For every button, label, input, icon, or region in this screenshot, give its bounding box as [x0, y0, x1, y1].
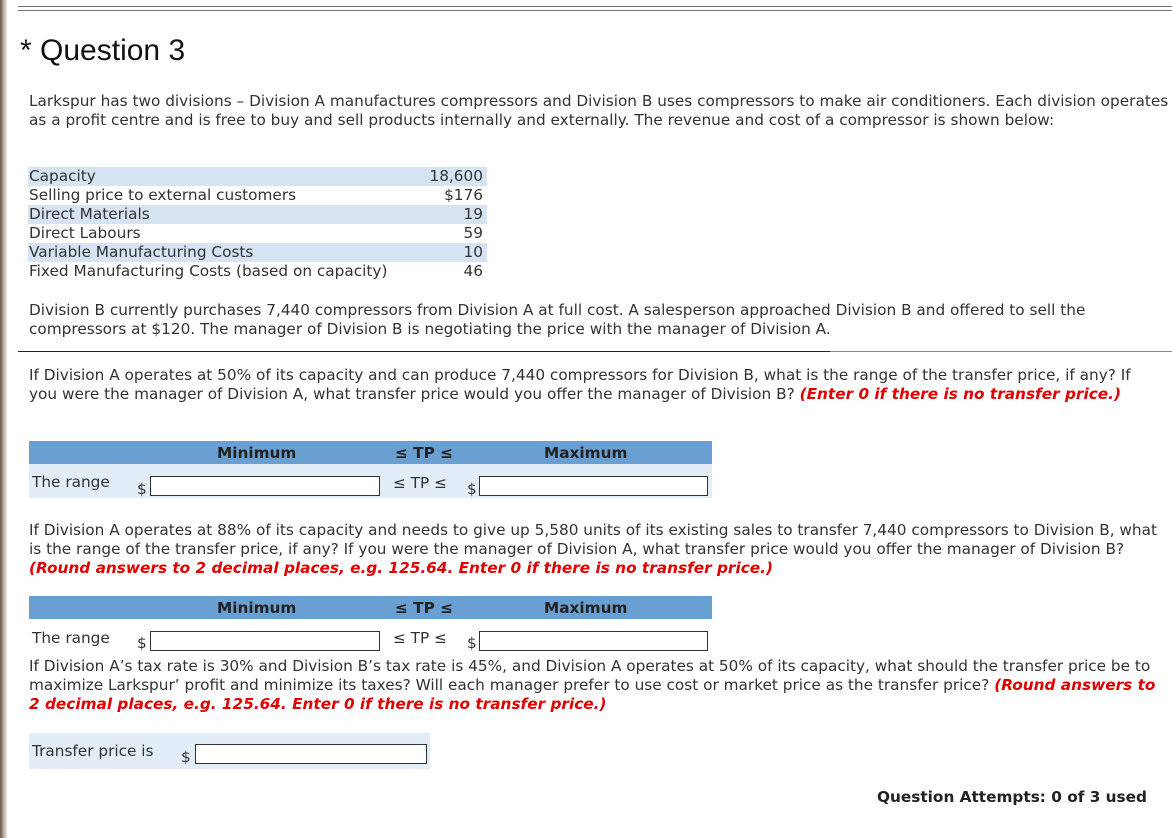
- table-row: [28, 224, 487, 243]
- part1-prompt: [29, 366, 1159, 404]
- part3-prompt: [29, 657, 1159, 714]
- currency-symbol: $: [137, 480, 147, 498]
- currency-symbol: $: [137, 634, 147, 652]
- question-intro: Larkspur has two divisions – Division A manufactures compressors and Division B uses compressors to make air conditioners. Each division operates as a profit centre and is free to buy and sell products internally and externally. The revenue and cost of a compressor is shown below:: [29, 92, 1169, 129]
- header-tp: ≤ TP ≤: [395, 444, 453, 462]
- part1-instruction: (Enter 0 if there is no transfer price.): [799, 385, 1121, 403]
- row-value: $176: [444, 186, 483, 204]
- row-value: 18,600: [429, 167, 483, 185]
- row-label: Fixed Manufacturing Costs (based on capacity): [29, 262, 388, 280]
- row-label: Capacity: [29, 167, 96, 185]
- table-row: [28, 186, 487, 205]
- left-edge-strip: [0, 0, 7, 838]
- table-row: [28, 167, 487, 186]
- transfer-price-label: Transfer price is: [32, 742, 154, 760]
- part3-prompt-text: If Division A’s tax rate is 30% and Division B’s tax rate is 45%, and Division A operates at 50% of its capacity, what should the transfer price be to maximize Larkspur’ profit and minimize its taxes? Will each manager prefer to use cost or market price as the transfer price?: [29, 657, 1151, 694]
- row-value: 19: [463, 205, 483, 223]
- part2-prompt: [29, 521, 1159, 578]
- cost-data-table: [28, 167, 487, 281]
- range-label: The range: [32, 473, 110, 491]
- tp-inequality: ≤ TP ≤: [393, 474, 447, 492]
- part1-grid-header: [29, 441, 712, 464]
- table-row: [28, 243, 487, 262]
- header-minimum: Minimum: [217, 444, 297, 462]
- part1-prompt-text: If Division A operates at 50% of its capacity and can produce 7,440 compressors for Division B, what is the range of the transfer price, if any? If you were the manager of Division A, what transfer price would you offer the manager of Division B?: [29, 366, 1131, 403]
- required-asterisk: *: [20, 34, 32, 67]
- currency-symbol: $: [467, 634, 477, 652]
- part2-maximum-input[interactable]: [479, 631, 708, 651]
- question-title-text: Question 3: [40, 34, 186, 67]
- row-label: Selling price to external customers: [29, 186, 297, 204]
- row-label: Variable Manufacturing Costs: [29, 243, 254, 261]
- table-row: [28, 262, 487, 281]
- question-context: Division B currently purchases 7,440 compressors from Division A at full cost. A salesperson approached Division B and offered to sell the compressors at $120. The manager of Division B is negotiating the price with the manager of Division A.: [29, 301, 1086, 338]
- table-row: [28, 205, 487, 224]
- part1-grid-row: [29, 464, 712, 498]
- row-value: 59: [463, 224, 483, 242]
- question-attempts: Question Attempts: 0 of 3 used: [877, 788, 1147, 806]
- header-maximum: Maximum: [544, 444, 628, 462]
- part2-prompt-text: If Division A operates at 88% of its capacity and needs to give up 5,580 units of its existing sales to transfer 7,440 compressors to Division B, what is the range of the transfer price, if any? If you were the manager of Division A, what transfer price would you offer the manager of Division B?: [29, 521, 1158, 558]
- tp-inequality: ≤ TP ≤: [393, 629, 447, 647]
- part2-instruction: (Round answers to 2 decimal places, e.g. 125.64. Enter 0 if there is no transfer price.): [29, 559, 773, 577]
- row-label: Direct Labours: [29, 224, 141, 242]
- part2-minimum-input[interactable]: [150, 631, 380, 651]
- part1-maximum-input[interactable]: [479, 476, 708, 496]
- part3-instruction: (Round answers to 2 decimal places, e.g. 125.64. Enter 0 if there is no transfer price.): [29, 676, 1156, 713]
- section-divider-tail: [830, 351, 1172, 352]
- range-label: The range: [32, 629, 110, 647]
- part1-minimum-input[interactable]: [150, 476, 380, 496]
- currency-symbol: $: [181, 748, 191, 766]
- currency-symbol: $: [467, 480, 477, 498]
- header-tp: ≤ TP ≤: [395, 599, 453, 617]
- row-value: 10: [463, 243, 483, 261]
- header-maximum: Maximum: [544, 599, 628, 617]
- transfer-price-input[interactable]: [195, 744, 427, 764]
- row-label: Direct Materials: [29, 205, 150, 223]
- top-divider: [18, 6, 1172, 11]
- transfer-price-panel: [29, 733, 430, 769]
- question-title: [20, 34, 185, 68]
- row-value: 46: [463, 262, 483, 280]
- header-minimum: Minimum: [217, 599, 297, 617]
- part2-grid-header: [29, 596, 712, 619]
